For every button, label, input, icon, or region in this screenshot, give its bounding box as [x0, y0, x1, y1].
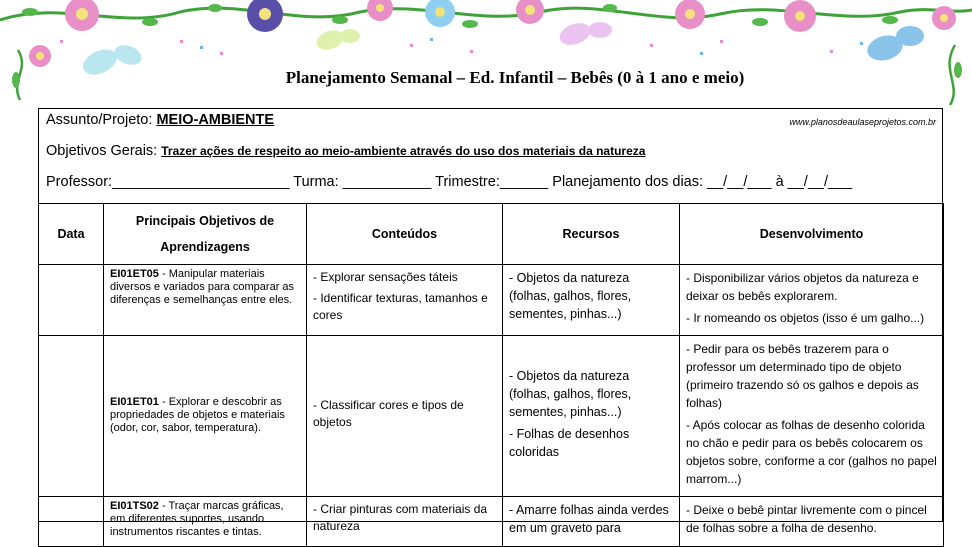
website-text: www.planosdeaulaseprojetos.com.br [789, 117, 936, 127]
objective-text: - Explorar e descobrir as propriedades de objetos e materiais (odor, cor, sabor, temperatura). [110, 396, 285, 434]
resource-item: - Folhas de desenhos coloridas [509, 427, 630, 459]
resources-cell [503, 265, 680, 336]
resources-cell [503, 497, 680, 547]
table-row [39, 497, 944, 547]
subject-row [46, 112, 274, 128]
header-date: Data [39, 204, 104, 265]
objective-text: - Manipular materiais diversos e variados para comparar as diferenças e semelhanças entre eles. [110, 268, 295, 306]
resource-item: - Objetos da natureza (folhas, galhos, flores, sementes, pinhas...) [509, 271, 632, 321]
table-row [39, 336, 944, 497]
date-cell [39, 497, 104, 547]
objective-code: EI01TS02 [110, 500, 159, 512]
objectives-value: Trazer ações de respeito ao meio-ambiente através do uso dos materiais da natureza [161, 144, 646, 158]
resource-item: - Objetos da natureza (folhas, galhos, flores, sementes, pinhas...) [509, 369, 632, 419]
development-item: - Deixe o bebê pintar livremente com o pincel de folhas sobre a folha de desenho. [686, 503, 927, 535]
subject-label: Assunto/Projeto: [46, 112, 153, 128]
development-item: - Pedir para os bebês trazerem para o professor um determinado tipo de objeto (primeiro trazendo só os galhos e depois as folhas) [686, 342, 919, 410]
table-header-row [39, 204, 944, 265]
content-item: - Explorar sensações táteis [313, 270, 458, 284]
plan-table [38, 203, 944, 547]
objective-cell [104, 336, 307, 497]
objectives-label: Objetivos Gerais: [46, 143, 158, 159]
subject-value: MEIO-AMBIENTE [156, 112, 275, 128]
contents-cell [307, 265, 503, 336]
resource-item: - Amarre folhas ainda verdes em um graveto para [509, 503, 669, 535]
header-resources: Recursos [503, 204, 680, 265]
header-development: Desenvolvimento [680, 204, 944, 265]
contents-cell [307, 336, 503, 497]
floral-banner [0, 0, 972, 110]
content-item: - Identificar texturas, tamanhos e cores [313, 291, 488, 322]
development-cell [680, 265, 944, 336]
development-item: - Após colocar as folhas de desenho colorida no chão e pedir para os bebês colocarem os objetos sobre, conforme a cor (galhos no papel marrom...) [686, 418, 937, 486]
objective-code: EI01ET01 [110, 396, 159, 408]
development-item: - Ir nomeando os objetos (isso é um galho...) [686, 311, 925, 325]
date-cell [39, 265, 104, 336]
development-item: - Disponibilizar vários objetos da natureza e deixar os bebês explorarem. [686, 271, 919, 303]
objectives-row [46, 143, 645, 159]
content-item: - Classificar cores e tipos de objetos [313, 398, 464, 429]
objective-cell [104, 497, 307, 547]
objective-text: - Traçar marcas gráficas, em diferentes suportes, usando instrumentos riscantes e tintas. [110, 500, 284, 538]
objective-code: EI01ET05 [110, 268, 159, 280]
header-objectives: Principais Objetivos de Aprendizagens [104, 204, 307, 265]
objective-cell [104, 265, 307, 336]
header-contents: Conteúdos [307, 204, 503, 265]
content-item: - Criar pinturas com materiais da natureza [313, 502, 488, 533]
development-cell [680, 497, 944, 547]
contents-cell [307, 497, 503, 547]
resources-cell [503, 336, 680, 497]
professor-row: Professor:______________________ Turma: ___________ Trimestre:______ Planejamento dos dias: __/__/___ à __/__/___ [46, 174, 853, 190]
development-cell [680, 336, 944, 497]
date-cell [39, 336, 104, 497]
page-title: Planejamento Semanal – Ed. Infantil – Bebês (0 à 1 ano e meio) [285, 68, 745, 87]
table-row [39, 265, 944, 336]
